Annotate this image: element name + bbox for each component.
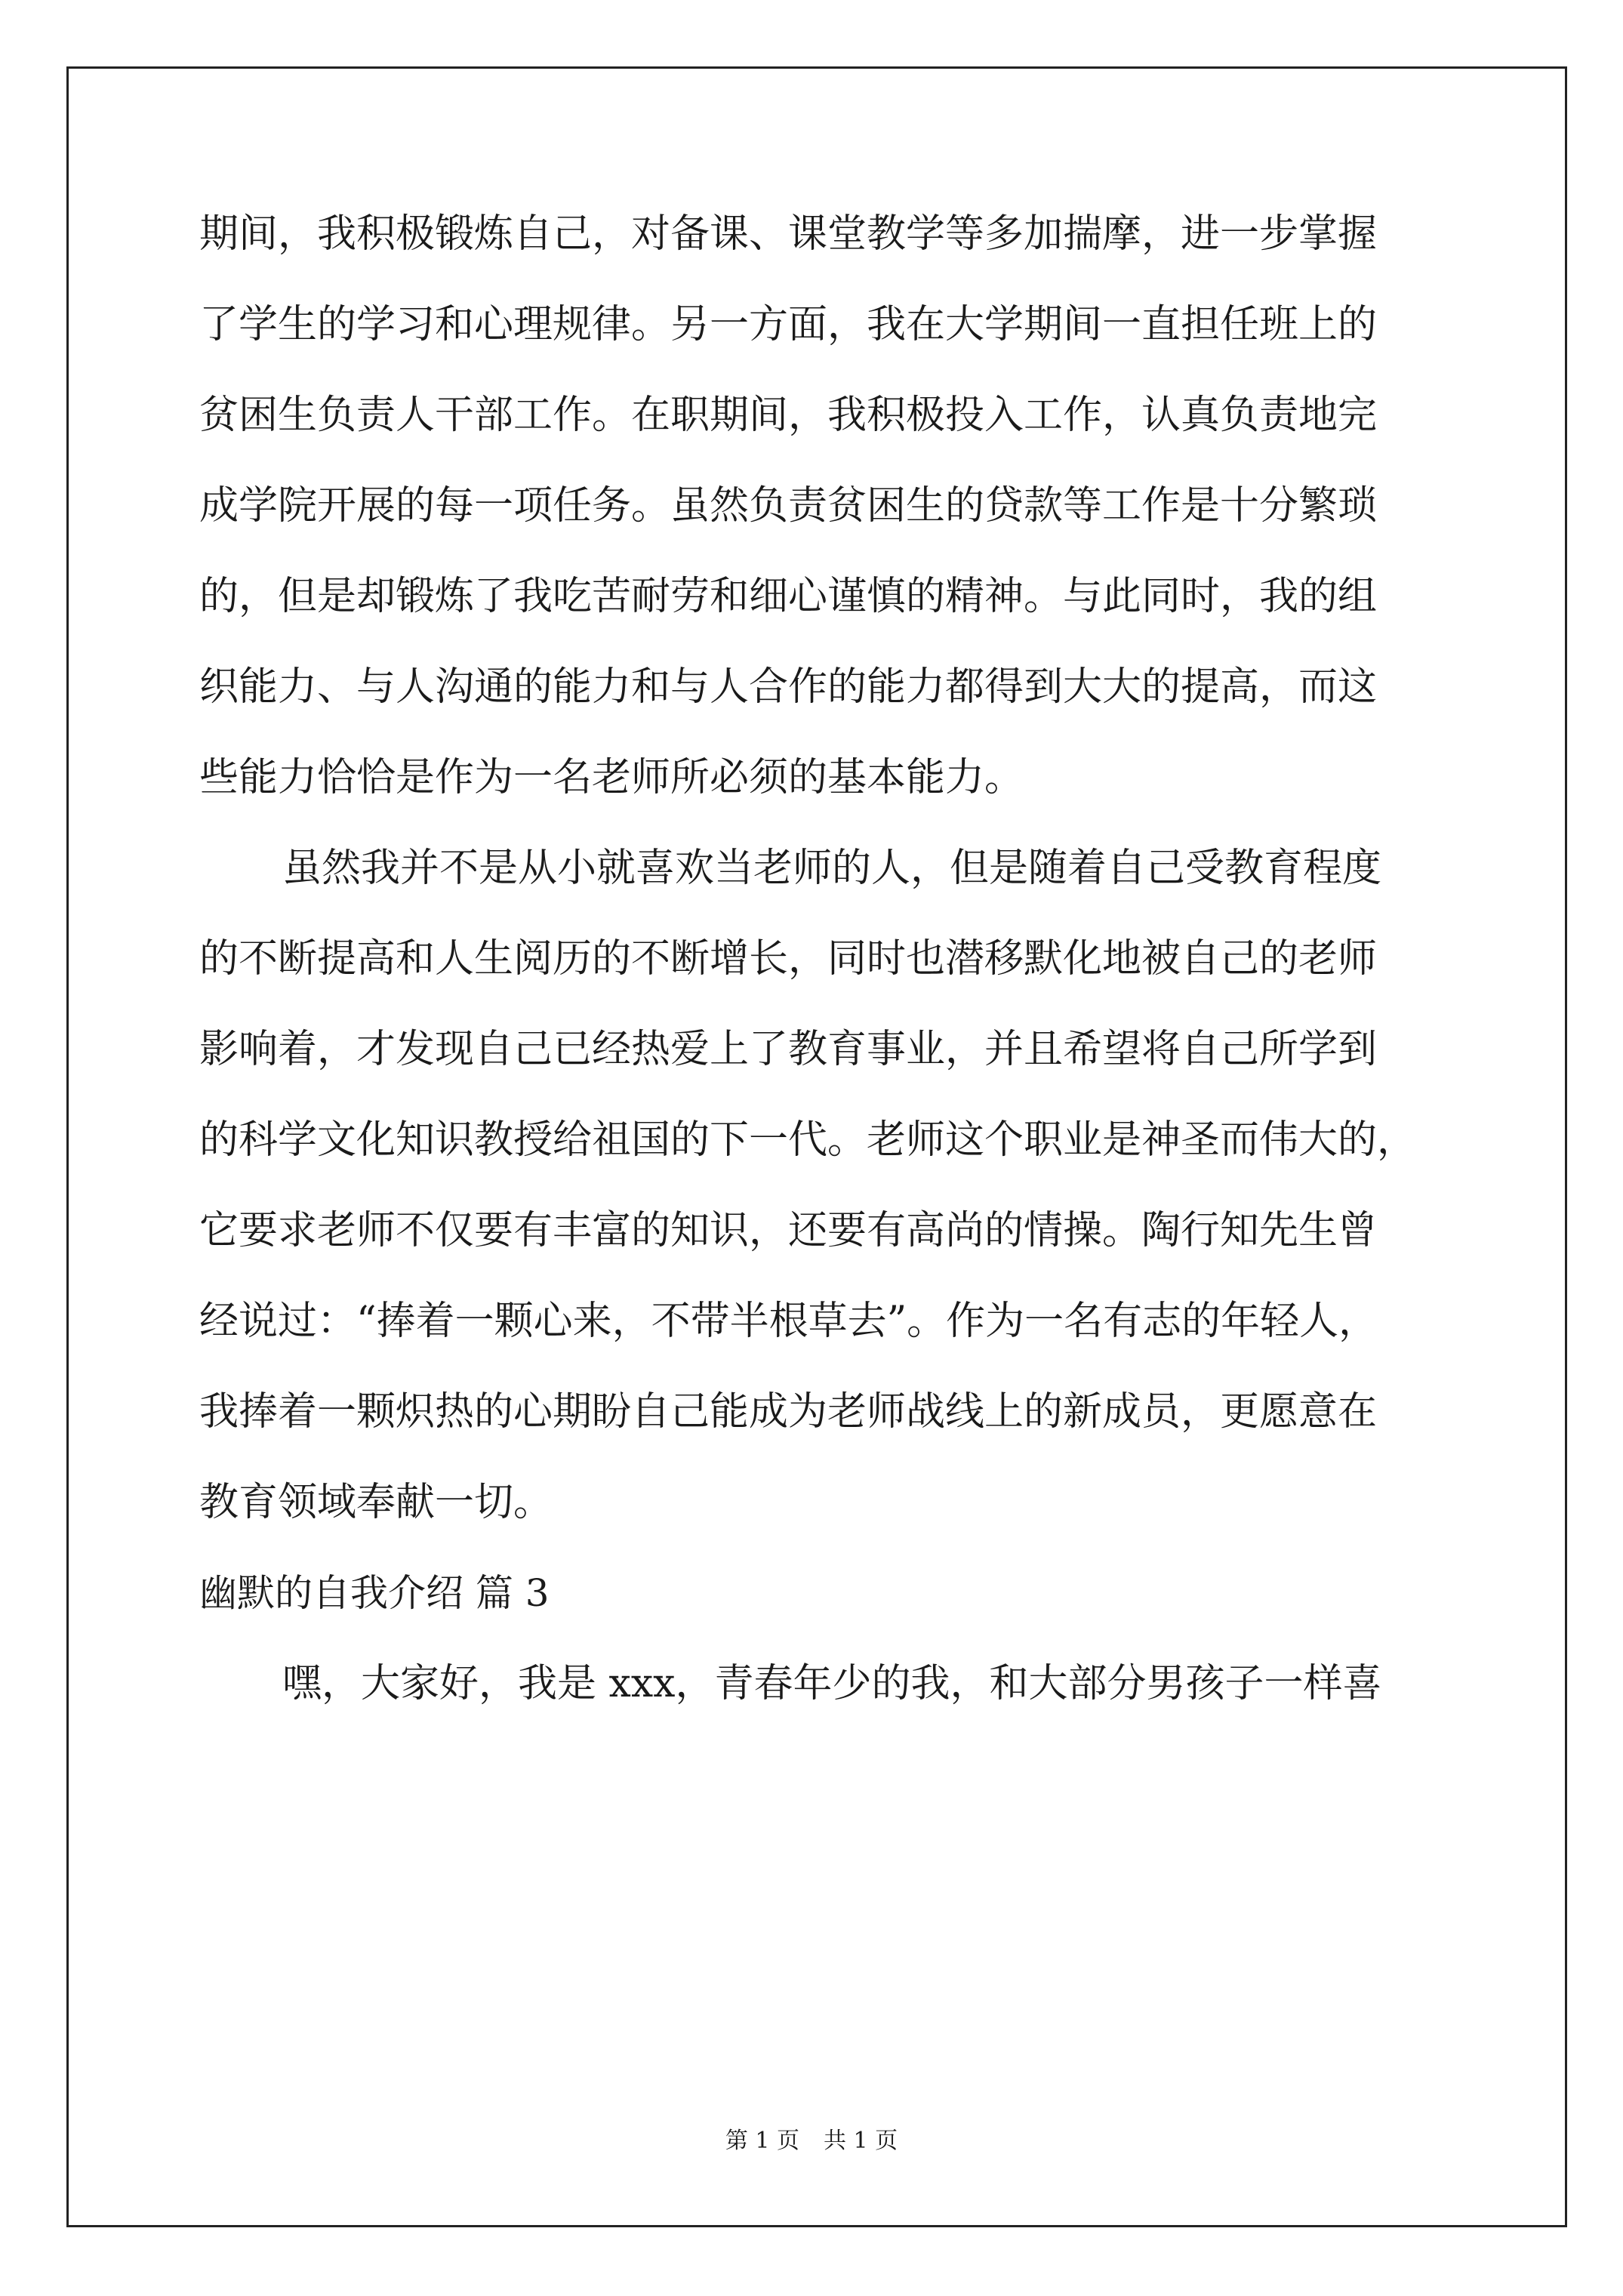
document-body (199, 189, 1437, 1729)
section-heading: 幽默的自我介绍 篇 3 (199, 1571, 550, 1615)
text-line: 成学院开展的每一项任务。虽然负责贫困生的贷款等工作是十分繁琐 (199, 483, 1378, 529)
text-line: 贫困生负责人干部工作。在职期间，我积极投入工作，认真负责地完 (199, 393, 1378, 438)
paragraph-first-line: 虽然我并不是从小就喜欢当老师的人，但是随着自己受教育程度 (282, 846, 1382, 891)
paragraph-first-line: 嘿，大家好，我是 xxx，青春年少的我，和大部分男孩子一样喜 (282, 1661, 1382, 1706)
text-line: 的科学文化知识教授给祖国的下一代。老师这个职业是神圣而伟大的， (199, 1117, 1417, 1163)
text-line: 影响着，才发现自己已经热爱上了教育事业，并且希望将自己所学到 (199, 1027, 1378, 1072)
text-line: 期间，我积极锻炼自己，对备课、课堂教学等多加揣摩，进一步掌握 (199, 211, 1378, 257)
page-total: 共 1 页 (824, 2128, 898, 2154)
text-line: 它要求老师不仅要有丰富的知识，还要有高尚的情操。陶行知先生曾 (199, 1208, 1378, 1253)
text-line: 些能力恰恰是作为一名老师所必须的基本能力。 (199, 755, 1024, 800)
text-line: 了学生的学习和心理规律。另一方面，我在大学期间一直担任班上的 (199, 302, 1378, 347)
page-footer (0, 2126, 1623, 2156)
text-line: 教育领域奉献一切。 (199, 1480, 553, 1525)
text-line: 我捧着一颗炽热的心期盼自己能成为老师战线上的新成员，更愿意在 (199, 1389, 1378, 1435)
text-line: 织能力、与人沟通的能力和与人合作的能力都得到大大的提高，而这 (199, 664, 1378, 710)
page-number: 第 1 页 (725, 2128, 799, 2154)
text-line: 的不断提高和人生阅历的不断增长，同时也潜移默化地被自己的老师 (199, 936, 1378, 982)
text-line: 经说过：“捧着一颗心来，不带半根草去”。作为一名有志的年轻人， (199, 1299, 1378, 1344)
text-line: 的，但是却锻炼了我吃苦耐劳和细心谨慎的精神。与此同时，我的组 (199, 574, 1378, 619)
